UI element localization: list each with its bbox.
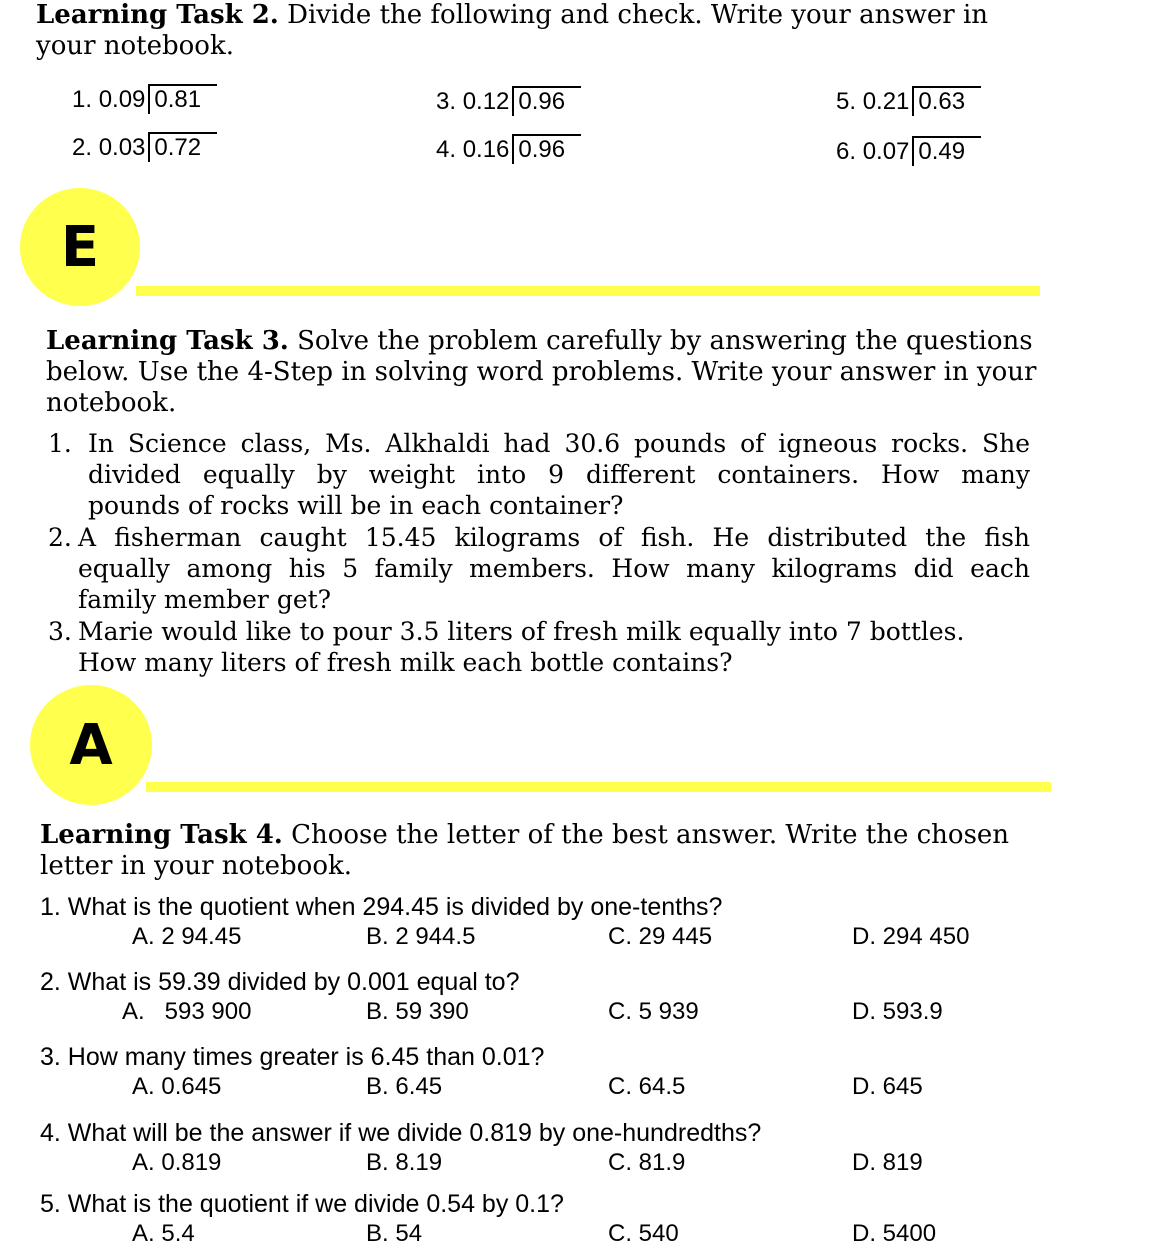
mc-question-3: 3. How many times greater is 6.45 than 0.01?	[40, 1043, 545, 1071]
divisor: 0.03	[98, 134, 146, 161]
mc-option-a: A. 593 900	[122, 998, 252, 1025]
section-e-badge	[20, 188, 140, 306]
division-item-3	[436, 86, 581, 117]
divisor: 0.16	[462, 136, 510, 163]
task4-heading	[40, 820, 1040, 882]
mc-option-c: C. 64.5	[608, 1073, 686, 1100]
mc-option-a: A. 0.819	[132, 1149, 222, 1176]
problem-line: family member get?	[78, 585, 332, 614]
mc-question-1: 1. What is the quotient when 294.45 is divided by one-tenths?	[40, 893, 723, 921]
mc-option-d: D. 819	[852, 1149, 923, 1176]
mc-option-a: A. 0.645	[132, 1073, 222, 1100]
dividend: 0.96	[512, 134, 581, 164]
division-item-6	[836, 136, 981, 167]
task4-instruction: Choose the letter of the best answer. Write the chosen	[282, 820, 1010, 850]
problem-line: In Science class, Ms. Alkhaldi had 30.6 pounds of igneous rocks. She	[88, 429, 1030, 458]
mc-option-d: D. 294 450	[852, 923, 970, 950]
divisor: 0.21	[862, 88, 910, 115]
mc-question-5: 5. What is the quotient if we divide 0.54 by 0.1?	[40, 1190, 564, 1218]
mc-option-b: B. 54	[366, 1220, 423, 1247]
item-label: 6.	[836, 138, 857, 165]
problem-line: Marie would like to pour 3.5 liters of fresh milk equally into 7 bottles.	[78, 617, 965, 646]
item-label: 5.	[836, 88, 857, 115]
task3-instruction: Solve the problem carefully by answering the questions	[288, 326, 1033, 356]
mc-option-b: B. 2 944.5	[366, 923, 476, 950]
task4-title: Learning Task 4.	[40, 820, 283, 850]
mc-option-a: A. 2 94.45	[132, 923, 242, 950]
section-a-divider	[146, 782, 1051, 792]
item-label: 3.	[436, 88, 457, 115]
divisor: 0.07	[862, 138, 910, 165]
division-item-2	[72, 132, 217, 163]
division-item-4	[436, 134, 581, 165]
problem-line: A fisherman caught 15.45 kilograms of fish. He distributed the fish	[78, 523, 1030, 552]
section-a-badge	[30, 685, 152, 805]
task3-title: Learning Task 3.	[46, 326, 289, 356]
division-item-1	[72, 84, 217, 115]
mc-question-2: 2. What is 59.39 divided by 0.001 equal to?	[40, 968, 520, 996]
mc-option-a: A. 5.4	[132, 1220, 195, 1247]
mc-option-b: B. 8.19	[366, 1149, 443, 1176]
section-e-letter: E	[60, 214, 100, 280]
mc-option-d: D. 593.9	[852, 998, 943, 1025]
dividend: 0.49	[912, 136, 981, 166]
problem-number: 2.	[48, 523, 72, 552]
problem-line: divided equally by weight into 9 different containers. How many	[88, 460, 1030, 489]
problem-line: How many liters of fresh milk each bottle contains?	[78, 648, 733, 677]
word-problem-1	[48, 428, 1030, 521]
task2-heading	[36, 0, 1146, 62]
task2-instruction-cont: your notebook.	[36, 31, 234, 61]
task4-instruction-cont: letter in your notebook.	[40, 851, 352, 881]
task3-instruction-cont: below. Use the 4-Step in solving word problems. Write your answer in your	[46, 357, 1037, 387]
mc-option-b: B. 6.45	[366, 1073, 443, 1100]
divisor: 0.12	[462, 88, 510, 115]
problem-line: pounds of rocks will be in each container?	[88, 491, 624, 520]
dividend: 0.81	[148, 84, 217, 114]
mc-option-c: C. 81.9	[608, 1149, 686, 1176]
item-label: 1.	[72, 86, 93, 113]
mc-question-4: 4. What will be the answer if we divide 0.819 by one-hundredths?	[40, 1119, 762, 1147]
mc-option-c: C. 5 939	[608, 998, 699, 1025]
word-problem-2	[48, 522, 1030, 615]
mc-option-d: D. 645	[852, 1073, 923, 1100]
word-problem-3	[48, 616, 1030, 678]
division-item-5	[836, 86, 981, 117]
task2-title: Learning Task 2.	[36, 0, 279, 30]
mc-option-b: B. 59 390	[366, 998, 469, 1025]
task3-instruction-end: notebook.	[46, 388, 177, 418]
problem-number: 3.	[48, 617, 72, 646]
section-a-letter: A	[69, 712, 113, 778]
divisor: 0.09	[98, 86, 146, 113]
task3-heading	[46, 326, 1041, 419]
problem-line: equally among his 5 family members. How many kilograms did each	[78, 554, 1030, 583]
problem-number: 1.	[48, 429, 72, 458]
task2-instruction: Divide the following and check. Write your answer in	[278, 0, 989, 30]
dividend: 0.63	[912, 86, 981, 116]
dividend: 0.72	[148, 132, 217, 162]
mc-option-c: C. 540	[608, 1220, 679, 1247]
mc-option-c: C. 29 445	[608, 923, 713, 950]
item-label: 4.	[436, 136, 457, 163]
dividend: 0.96	[512, 86, 581, 116]
item-label: 2.	[72, 134, 93, 161]
mc-option-d: D. 5400	[852, 1220, 937, 1247]
section-e-divider	[136, 286, 1040, 296]
